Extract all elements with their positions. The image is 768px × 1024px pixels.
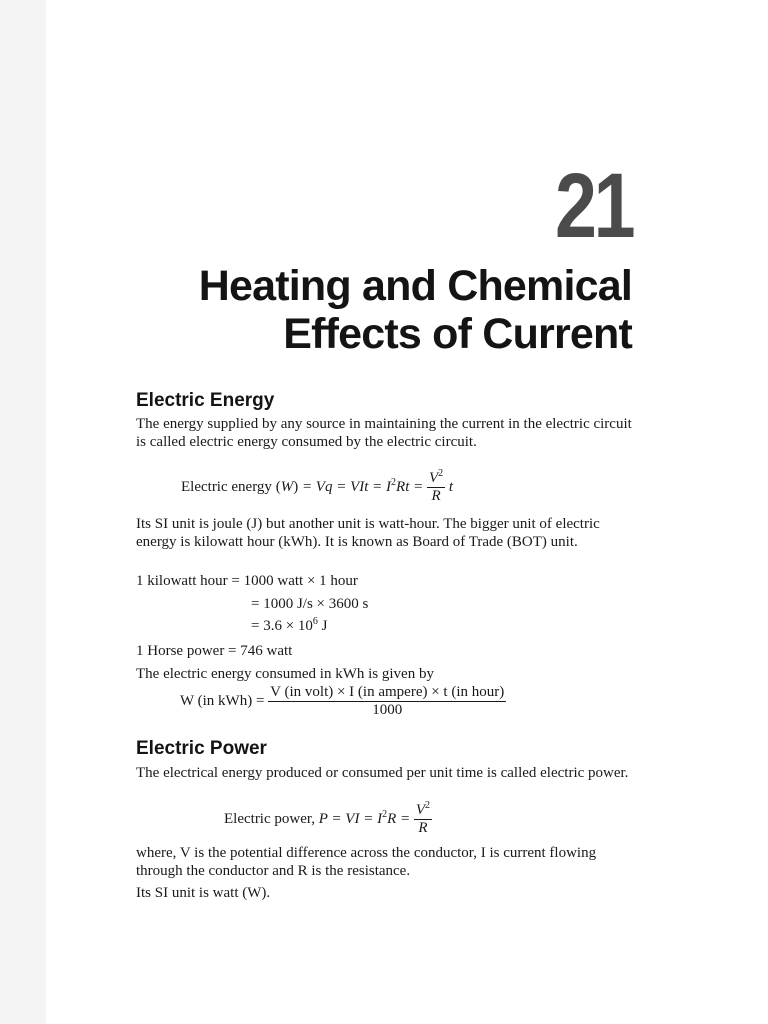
electric-power-intro: The electrical energy produced or consumed per unit time is called electric power. (136, 765, 629, 781)
electric-energy-intro: The energy supplied by any source in maintaining the current in the electric circuit is called electric energy consumed by the electric circuit. (136, 416, 632, 450)
electric-energy-formula: Electric energy (W) = Vq = VIt = $I^2Rt$ = $\frac{V^2}{R}$ t (181, 468, 454, 504)
chapter-number: 21 (554, 155, 632, 257)
power-si-unit: Its SI unit is watt (W). (136, 885, 271, 901)
kwh-fraction: $\frac{\text{V (in volt) × I (in ampere) × t (in hour)}}{1000}$ (270, 684, 505, 718)
energy-fraction: $\frac{V^2}{R}$ (429, 468, 444, 504)
kwh-line-3: = $3.6 \times 10^6$ J (251, 616, 328, 634)
kwh-given-line: The electric energy consumed in kWh is given by (136, 666, 434, 682)
chapter-title (199, 262, 632, 358)
power-fraction: $\frac{V^2}{R}$ (415, 800, 431, 836)
kwh-formula: W (in kWh) = $\frac{\text{V (in volt) × I (in ampere) × t (in hour)}}{1000}$ (180, 684, 505, 718)
horse-power-line: 1 Horse power = 746 watt (136, 643, 293, 659)
section-heading-electric-energy: Electric Energy (136, 390, 275, 411)
kwh-line-2: = 1000 J/s × 3600 s (251, 596, 369, 612)
kwh-line-1: 1 kilowatt hour = 1000 watt × 1 hour (136, 573, 358, 589)
chapter-title-line2: Effects of Current (283, 310, 632, 358)
chapter-title-line1: Heating and Chemical (198, 262, 632, 310)
electric-power-formula: Electric power, P = VI = $I^2R$ = $\frac{V^2}{R}$ (224, 800, 431, 836)
si-unit-paragraph: Its SI unit is joule (J) but another unit is watt-hour. The bigger unit of electric energy is kilowatt hour (kWh). It is known as Board of Trade (BOT) unit. (136, 516, 600, 550)
where-paragraph: where, V is the potential difference across the conductor, I is current flowing through the conductor and R is the resistance. (136, 845, 597, 879)
section-heading-electric-power: Electric Power (136, 738, 267, 759)
